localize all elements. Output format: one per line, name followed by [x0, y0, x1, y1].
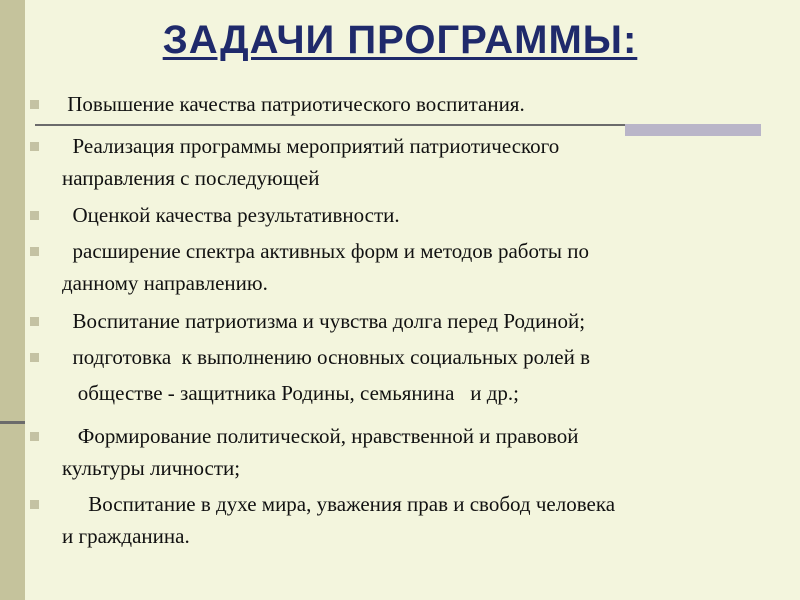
bullet-square-icon: [30, 432, 39, 441]
bullet-square-icon: [30, 353, 39, 362]
bullet-square-icon: [30, 142, 39, 151]
task-list: Повышение качества патриотического воспитания. Реализация программы мероприятий патриотического направления с последующей Оценкой качества результативности. расширение спектра активных форм и методов работы по данному направлению. Воспитание патриотизма и чувства долга перед Родиной; подготовка к выполнению основных социальных ролей в обществе - защитника Родины, семьянина и др.; Формирование политической, нравственной и правовой культуры личности; Воспитание в духе мира, уважения прав и свобод человека и гражданина.: [30, 0, 770, 600]
bullet-square-icon: [30, 317, 39, 326]
side-decor-bar: [0, 0, 25, 600]
bullet-square-icon: [30, 500, 39, 509]
bullet-square-icon: [30, 211, 39, 220]
bullet-square-icon: [30, 247, 39, 256]
slide-title: ЗАДАЧИ ПРОГРАММЫ:: [162, 18, 638, 62]
bullet-square-icon: [30, 100, 39, 109]
side-divider-line: [0, 421, 25, 424]
